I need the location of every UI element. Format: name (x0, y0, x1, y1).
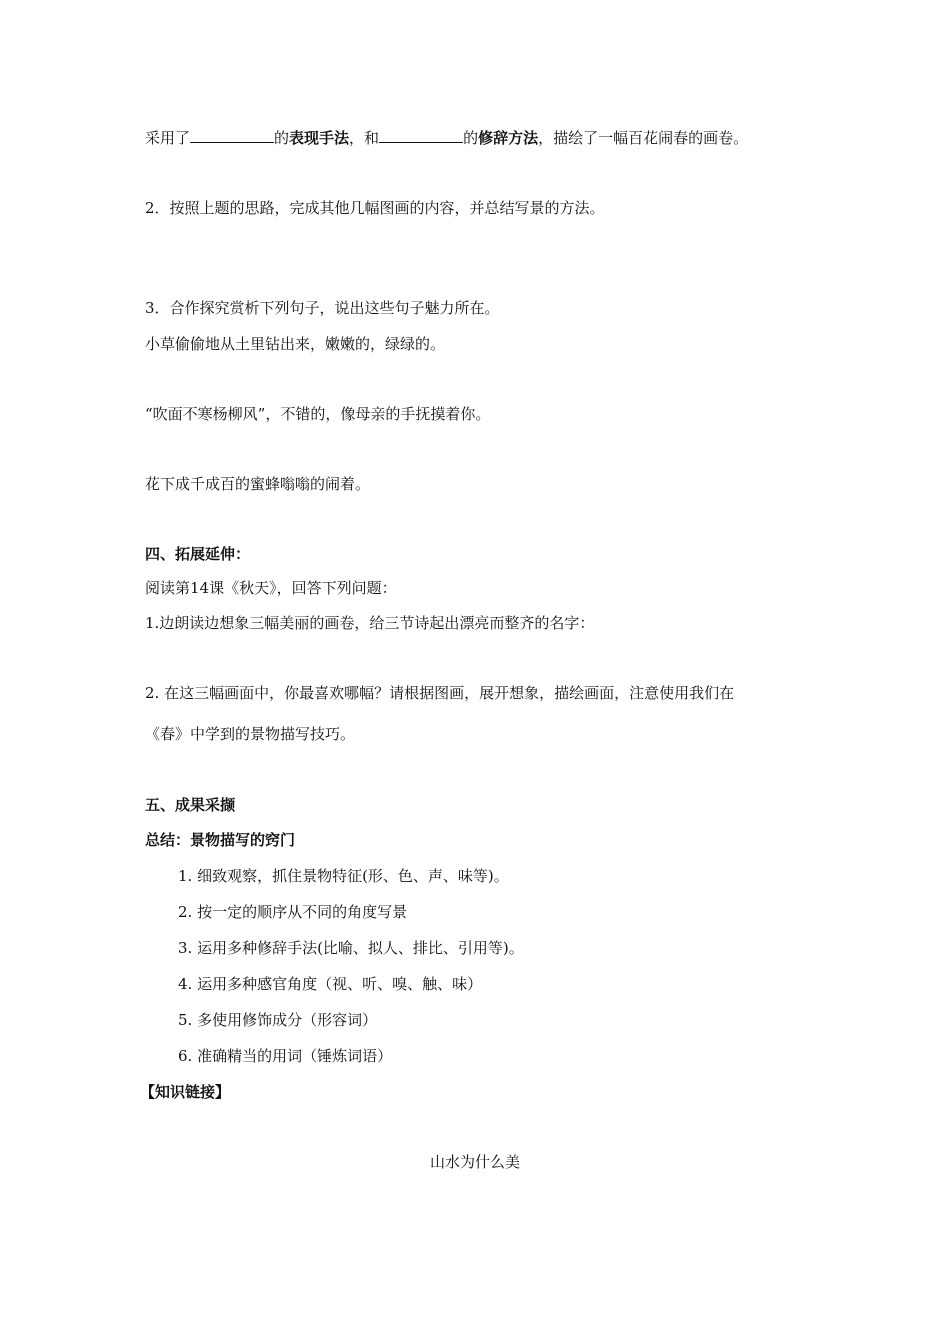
blank-line (190, 128, 274, 143)
article-title: 山水为什么美 (429, 1153, 520, 1171)
summary-item: 1. 细致观察，抓住景物特征(形、色、声、味等)。 (178, 867, 509, 885)
question-2: 2．按照上题的思路，完成其他几幅图画的内容，并总结写景的方法。 (145, 199, 605, 217)
text-segment: 的 (463, 129, 479, 147)
section-5-heading: 五、成果采撷 (145, 796, 236, 814)
sentence-1: 小草偷偷地从土里钻出来，嫩嫩的，绿绿的。 (145, 335, 446, 353)
text-segment: 采用了 (145, 129, 191, 147)
section-4-question-2a: 2. 在这三幅画面中，你最喜欢哪幅？请根据图画，展开想象，描绘画面，注意使用我们在 (145, 684, 735, 702)
fill-in-sentence (145, 128, 748, 148)
sentence-2: “吹面不寒杨柳风”，不错的，像母亲的手抚摸着你。 (145, 405, 491, 423)
summary-item: 3. 运用多种修辞手法(比喻、拟人、排比、引用等)。 (178, 939, 524, 957)
text-segment: ，描绘了一幅百花闹春的画卷。 (538, 129, 749, 147)
text-segment: 的 (274, 129, 290, 147)
text-segment: ，和 (349, 129, 380, 147)
section-4-question-1: 1.边朗读边想象三幅美丽的画卷，给三节诗起出漂亮而整齐的名字： (145, 614, 595, 632)
sentence-3: 花下成千成百的蜜蜂嗡嗡的闹着。 (145, 475, 371, 493)
section-4-question-2b: 《春》中学到的景物描写技巧。 (145, 725, 356, 743)
section-4-heading: 四、拓展延伸： (145, 545, 251, 563)
summary-item: 5. 多使用修饰成分（形容词） (178, 1011, 378, 1029)
question-3: 3．合作探究赏析下列句子，说出这些句子魅力所在。 (145, 299, 500, 317)
summary-item: 2. 按一定的顺序从不同的角度写景 (178, 903, 408, 921)
bold-term: 表现手法 (289, 129, 350, 147)
blank-line (379, 128, 463, 143)
section-4-intro: 阅读第14课《秋天》，回答下列问题： (145, 579, 397, 597)
knowledge-link-heading: 【知识链接】 (140, 1083, 231, 1101)
summary-item: 4. 运用多种感官角度（视、听、嗅、触、味） (178, 975, 483, 993)
summary-heading: 总结：景物描写的窍门 (145, 831, 296, 849)
summary-item: 6. 准确精当的用词（锤炼词语） (178, 1047, 393, 1065)
bold-term: 修辞方法 (478, 129, 539, 147)
